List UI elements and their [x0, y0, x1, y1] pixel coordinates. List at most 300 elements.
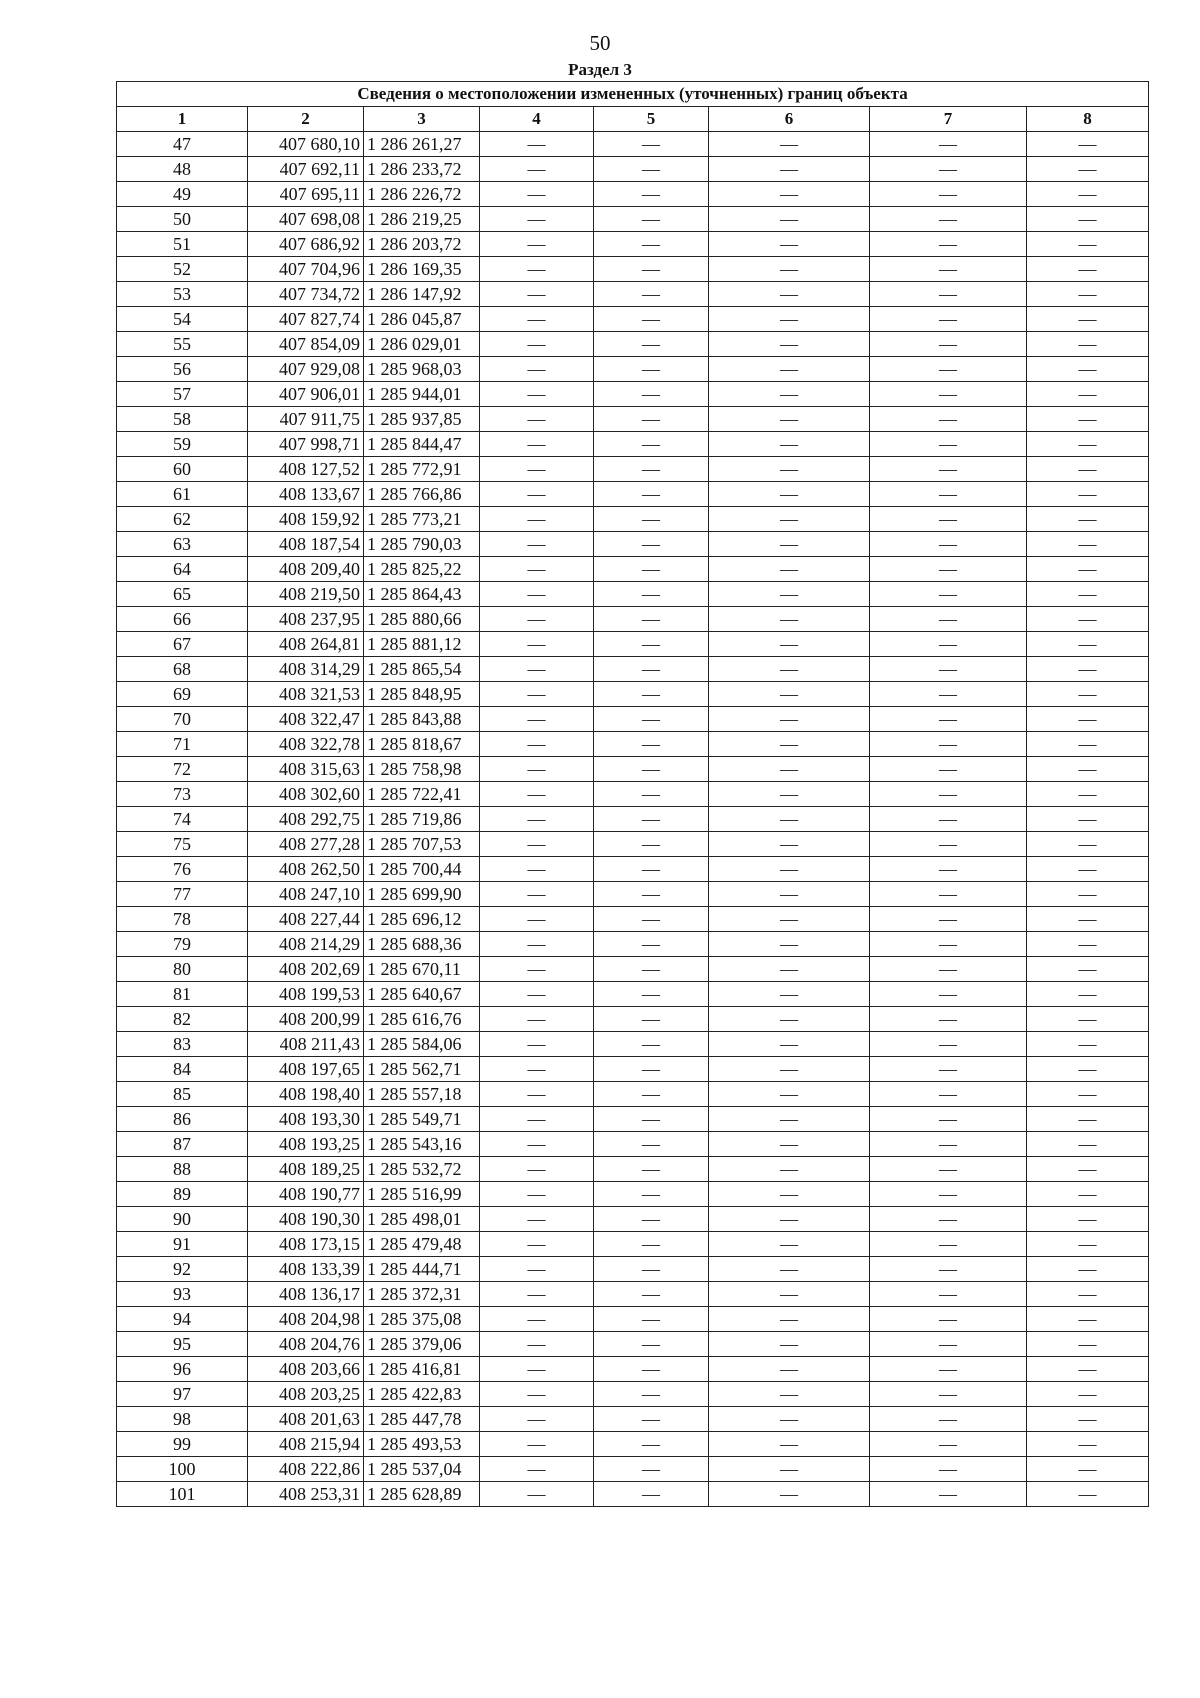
empty-dash-cell: —: [709, 1407, 870, 1432]
x-coordinate-cell: 408 133,39: [248, 1257, 364, 1282]
table-row: [117, 1057, 1149, 1082]
point-number-cell: 66: [117, 607, 248, 632]
table-row: [117, 1332, 1149, 1357]
table-row: [117, 607, 1149, 632]
y-coordinate-cell: 1 285 584,06: [364, 1032, 480, 1057]
empty-dash-cell: —: [594, 1082, 709, 1107]
empty-dash-cell: —: [1027, 282, 1149, 307]
x-coordinate-cell: 407 680,10: [248, 132, 364, 157]
x-coordinate-cell: 408 136,17: [248, 1282, 364, 1307]
point-number-cell: 92: [117, 1257, 248, 1282]
table-row: [117, 382, 1149, 407]
table-row: [117, 982, 1149, 1007]
y-coordinate-cell: 1 285 640,67: [364, 982, 480, 1007]
empty-dash-cell: —: [1027, 757, 1149, 782]
empty-dash-cell: —: [480, 1057, 594, 1082]
empty-dash-cell: —: [480, 1007, 594, 1032]
empty-dash-cell: —: [594, 1107, 709, 1132]
empty-dash-cell: —: [709, 607, 870, 632]
empty-dash-cell: —: [870, 732, 1027, 757]
empty-dash-cell: —: [594, 707, 709, 732]
empty-dash-cell: —: [1027, 207, 1149, 232]
point-number-cell: 83: [117, 1032, 248, 1057]
y-coordinate-cell: 1 285 843,88: [364, 707, 480, 732]
empty-dash-cell: —: [480, 132, 594, 157]
empty-dash-cell: —: [870, 532, 1027, 557]
table-row: [117, 632, 1149, 657]
x-coordinate-cell: 408 247,10: [248, 882, 364, 907]
y-coordinate-cell: 1 285 516,99: [364, 1182, 480, 1207]
empty-dash-cell: —: [709, 857, 870, 882]
point-number-cell: 81: [117, 982, 248, 1007]
point-number-cell: 53: [117, 282, 248, 307]
table-row: [117, 707, 1149, 732]
y-coordinate-cell: 1 285 543,16: [364, 1132, 480, 1157]
x-coordinate-cell: 408 201,63: [248, 1407, 364, 1432]
empty-dash-cell: —: [870, 132, 1027, 157]
empty-dash-cell: —: [870, 382, 1027, 407]
point-number-cell: 63: [117, 532, 248, 557]
y-coordinate-cell: 1 285 493,53: [364, 1432, 480, 1457]
y-coordinate-cell: 1 285 696,12: [364, 907, 480, 932]
empty-dash-cell: —: [480, 207, 594, 232]
y-coordinate-cell: 1 286 203,72: [364, 232, 480, 257]
empty-dash-cell: —: [594, 257, 709, 282]
empty-dash-cell: —: [709, 1257, 870, 1282]
x-coordinate-cell: 408 204,76: [248, 1332, 364, 1357]
empty-dash-cell: —: [594, 1207, 709, 1232]
empty-dash-cell: —: [1027, 1082, 1149, 1107]
point-number-cell: 69: [117, 682, 248, 707]
empty-dash-cell: —: [709, 782, 870, 807]
empty-dash-cell: —: [709, 207, 870, 232]
y-coordinate-cell: 1 285 865,54: [364, 657, 480, 682]
column-header: 3: [364, 107, 480, 132]
empty-dash-cell: —: [1027, 1007, 1149, 1032]
x-coordinate-cell: 408 292,75: [248, 807, 364, 832]
x-coordinate-cell: 408 198,40: [248, 1082, 364, 1107]
y-coordinate-cell: 1 285 825,22: [364, 557, 480, 582]
table-row: [117, 1357, 1149, 1382]
empty-dash-cell: —: [1027, 732, 1149, 757]
point-number-cell: 47: [117, 132, 248, 157]
empty-dash-cell: —: [1027, 1357, 1149, 1382]
empty-dash-cell: —: [709, 1007, 870, 1032]
empty-dash-cell: —: [709, 907, 870, 932]
x-coordinate-cell: 408 227,44: [248, 907, 364, 932]
x-coordinate-cell: 408 277,28: [248, 832, 364, 857]
point-number-cell: 89: [117, 1182, 248, 1207]
x-coordinate-cell: 408 214,29: [248, 932, 364, 957]
empty-dash-cell: —: [594, 1482, 709, 1507]
empty-dash-cell: —: [1027, 1407, 1149, 1432]
empty-dash-cell: —: [480, 1457, 594, 1482]
table-row: [117, 957, 1149, 982]
empty-dash-cell: —: [594, 482, 709, 507]
point-number-cell: 87: [117, 1132, 248, 1157]
empty-dash-cell: —: [709, 1032, 870, 1057]
empty-dash-cell: —: [480, 532, 594, 557]
point-number-cell: 57: [117, 382, 248, 407]
empty-dash-cell: —: [709, 507, 870, 532]
table-row: [117, 257, 1149, 282]
empty-dash-cell: —: [870, 807, 1027, 832]
x-coordinate-cell: 408 190,77: [248, 1182, 364, 1207]
point-number-cell: 49: [117, 182, 248, 207]
column-header: 4: [480, 107, 594, 132]
empty-dash-cell: —: [594, 582, 709, 607]
empty-dash-cell: —: [480, 932, 594, 957]
empty-dash-cell: —: [594, 732, 709, 757]
empty-dash-cell: —: [1027, 707, 1149, 732]
empty-dash-cell: —: [594, 957, 709, 982]
empty-dash-cell: —: [480, 757, 594, 782]
point-number-cell: 101: [117, 1482, 248, 1507]
table-row: [117, 357, 1149, 382]
empty-dash-cell: —: [870, 1207, 1027, 1232]
empty-dash-cell: —: [480, 582, 594, 607]
empty-dash-cell: —: [1027, 357, 1149, 382]
boundary-coordinates-table: [116, 81, 1149, 1507]
point-number-cell: 51: [117, 232, 248, 257]
empty-dash-cell: —: [870, 157, 1027, 182]
empty-dash-cell: —: [594, 1032, 709, 1057]
empty-dash-cell: —: [870, 1157, 1027, 1182]
point-number-cell: 64: [117, 557, 248, 582]
y-coordinate-cell: 1 286 226,72: [364, 182, 480, 207]
empty-dash-cell: —: [480, 1382, 594, 1407]
empty-dash-cell: —: [1027, 507, 1149, 532]
empty-dash-cell: —: [594, 457, 709, 482]
empty-dash-cell: —: [709, 1432, 870, 1457]
empty-dash-cell: —: [480, 1032, 594, 1057]
empty-dash-cell: —: [870, 432, 1027, 457]
empty-dash-cell: —: [870, 1007, 1027, 1032]
y-coordinate-cell: 1 285 881,12: [364, 632, 480, 657]
empty-dash-cell: —: [480, 282, 594, 307]
x-coordinate-cell: 408 204,98: [248, 1307, 364, 1332]
empty-dash-cell: —: [870, 307, 1027, 332]
point-number-cell: 67: [117, 632, 248, 657]
point-number-cell: 56: [117, 357, 248, 382]
y-coordinate-cell: 1 285 372,31: [364, 1282, 480, 1307]
y-coordinate-cell: 1 285 944,01: [364, 382, 480, 407]
table-row: [117, 1282, 1149, 1307]
x-coordinate-cell: 408 264,81: [248, 632, 364, 657]
table-row: [117, 1382, 1149, 1407]
x-coordinate-cell: 408 209,40: [248, 557, 364, 582]
empty-dash-cell: —: [870, 507, 1027, 532]
empty-dash-cell: —: [870, 1307, 1027, 1332]
table-row: [117, 1457, 1149, 1482]
empty-dash-cell: —: [480, 807, 594, 832]
x-coordinate-cell: 408 203,66: [248, 1357, 364, 1382]
empty-dash-cell: —: [594, 1257, 709, 1282]
empty-dash-cell: —: [709, 307, 870, 332]
empty-dash-cell: —: [594, 757, 709, 782]
point-number-cell: 88: [117, 1157, 248, 1182]
y-coordinate-cell: 1 285 379,06: [364, 1332, 480, 1357]
y-coordinate-cell: 1 286 147,92: [364, 282, 480, 307]
point-number-cell: 58: [117, 407, 248, 432]
x-coordinate-cell: 408 211,43: [248, 1032, 364, 1057]
point-number-cell: 70: [117, 707, 248, 732]
table-row: [117, 1182, 1149, 1207]
empty-dash-cell: —: [594, 282, 709, 307]
point-number-cell: 73: [117, 782, 248, 807]
empty-dash-cell: —: [594, 657, 709, 682]
point-number-cell: 65: [117, 582, 248, 607]
empty-dash-cell: —: [594, 1182, 709, 1207]
table-row: [117, 1007, 1149, 1032]
empty-dash-cell: —: [480, 607, 594, 632]
empty-dash-cell: —: [480, 707, 594, 732]
empty-dash-cell: —: [594, 1382, 709, 1407]
point-number-cell: 50: [117, 207, 248, 232]
table-row: [117, 907, 1149, 932]
empty-dash-cell: —: [709, 982, 870, 1007]
table-row: [117, 582, 1149, 607]
point-number-cell: 96: [117, 1357, 248, 1382]
table-row: [117, 157, 1149, 182]
x-coordinate-cell: 407 906,01: [248, 382, 364, 407]
x-coordinate-cell: 408 315,63: [248, 757, 364, 782]
empty-dash-cell: —: [1027, 157, 1149, 182]
y-coordinate-cell: 1 286 029,01: [364, 332, 480, 357]
empty-dash-cell: —: [870, 1332, 1027, 1357]
empty-dash-cell: —: [1027, 1157, 1149, 1182]
empty-dash-cell: —: [480, 907, 594, 932]
empty-dash-cell: —: [480, 182, 594, 207]
y-coordinate-cell: 1 285 772,91: [364, 457, 480, 482]
empty-dash-cell: —: [709, 1282, 870, 1307]
empty-dash-cell: —: [1027, 932, 1149, 957]
empty-dash-cell: —: [1027, 1482, 1149, 1507]
empty-dash-cell: —: [870, 407, 1027, 432]
empty-dash-cell: —: [1027, 1232, 1149, 1257]
column-header: 6: [709, 107, 870, 132]
empty-dash-cell: —: [709, 257, 870, 282]
table-row: [117, 857, 1149, 882]
empty-dash-cell: —: [709, 1107, 870, 1132]
point-number-cell: 100: [117, 1457, 248, 1482]
x-coordinate-cell: 407 686,92: [248, 232, 364, 257]
empty-dash-cell: —: [709, 382, 870, 407]
empty-dash-cell: —: [1027, 1207, 1149, 1232]
empty-dash-cell: —: [1027, 682, 1149, 707]
point-number-cell: 86: [117, 1107, 248, 1132]
x-coordinate-cell: 408 203,25: [248, 1382, 364, 1407]
x-coordinate-cell: 408 189,25: [248, 1157, 364, 1182]
x-coordinate-cell: 407 698,08: [248, 207, 364, 232]
table-row: [117, 657, 1149, 682]
column-header: 8: [1027, 107, 1149, 132]
empty-dash-cell: —: [709, 1057, 870, 1082]
page-number: 50: [589, 31, 611, 55]
empty-dash-cell: —: [1027, 1107, 1149, 1132]
x-coordinate-cell: 408 314,29: [248, 657, 364, 682]
empty-dash-cell: —: [480, 1282, 594, 1307]
empty-dash-cell: —: [1027, 607, 1149, 632]
y-coordinate-cell: 1 285 937,85: [364, 407, 480, 432]
table-row: [117, 1232, 1149, 1257]
empty-dash-cell: —: [594, 432, 709, 457]
empty-dash-cell: —: [870, 882, 1027, 907]
empty-dash-cell: —: [480, 332, 594, 357]
empty-dash-cell: —: [1027, 407, 1149, 432]
empty-dash-cell: —: [709, 807, 870, 832]
y-coordinate-cell: 1 285 758,98: [364, 757, 480, 782]
point-number-cell: 55: [117, 332, 248, 357]
empty-dash-cell: —: [480, 832, 594, 857]
column-header: 2: [248, 107, 364, 132]
empty-dash-cell: —: [594, 232, 709, 257]
table-row: [117, 1307, 1149, 1332]
empty-dash-cell: —: [870, 332, 1027, 357]
y-coordinate-cell: 1 286 219,25: [364, 207, 480, 232]
y-coordinate-cell: 1 285 707,53: [364, 832, 480, 857]
table-row: [117, 1157, 1149, 1182]
empty-dash-cell: —: [870, 782, 1027, 807]
y-coordinate-cell: 1 285 700,44: [364, 857, 480, 882]
empty-dash-cell: —: [870, 232, 1027, 257]
empty-dash-cell: —: [594, 1157, 709, 1182]
empty-dash-cell: —: [480, 657, 594, 682]
empty-dash-cell: —: [709, 457, 870, 482]
empty-dash-cell: —: [594, 1407, 709, 1432]
table-row: [117, 1432, 1149, 1457]
empty-dash-cell: —: [480, 357, 594, 382]
table-row: [117, 932, 1149, 957]
point-number-cell: 54: [117, 307, 248, 332]
empty-dash-cell: —: [594, 682, 709, 707]
empty-dash-cell: —: [594, 157, 709, 182]
empty-dash-cell: —: [480, 857, 594, 882]
empty-dash-cell: —: [709, 1157, 870, 1182]
column-header: 7: [870, 107, 1027, 132]
x-coordinate-cell: 407 827,74: [248, 307, 364, 332]
table-row: [117, 482, 1149, 507]
point-number-cell: 75: [117, 832, 248, 857]
point-number-cell: 90: [117, 1207, 248, 1232]
empty-dash-cell: —: [709, 232, 870, 257]
empty-dash-cell: —: [480, 682, 594, 707]
empty-dash-cell: —: [594, 632, 709, 657]
empty-dash-cell: —: [709, 282, 870, 307]
empty-dash-cell: —: [709, 682, 870, 707]
empty-dash-cell: —: [709, 707, 870, 732]
x-coordinate-cell: 408 193,30: [248, 1107, 364, 1132]
y-coordinate-cell: 1 285 416,81: [364, 1357, 480, 1382]
x-coordinate-cell: 407 704,96: [248, 257, 364, 282]
empty-dash-cell: —: [1027, 1382, 1149, 1407]
y-coordinate-cell: 1 285 444,71: [364, 1257, 480, 1282]
empty-dash-cell: —: [1027, 1307, 1149, 1332]
y-coordinate-cell: 1 285 968,03: [364, 357, 480, 382]
point-number-cell: 99: [117, 1432, 248, 1457]
empty-dash-cell: —: [709, 932, 870, 957]
empty-dash-cell: —: [594, 407, 709, 432]
empty-dash-cell: —: [1027, 807, 1149, 832]
empty-dash-cell: —: [870, 982, 1027, 1007]
empty-dash-cell: —: [870, 682, 1027, 707]
point-number-cell: 61: [117, 482, 248, 507]
x-coordinate-cell: 407 911,75: [248, 407, 364, 432]
empty-dash-cell: —: [1027, 1282, 1149, 1307]
empty-dash-cell: —: [709, 1207, 870, 1232]
table-row: [117, 182, 1149, 207]
point-number-cell: 91: [117, 1232, 248, 1257]
empty-dash-cell: —: [480, 1082, 594, 1107]
empty-dash-cell: —: [1027, 1132, 1149, 1157]
empty-dash-cell: —: [870, 582, 1027, 607]
point-number-cell: 76: [117, 857, 248, 882]
empty-dash-cell: —: [1027, 782, 1149, 807]
empty-dash-cell: —: [594, 532, 709, 557]
empty-dash-cell: —: [480, 232, 594, 257]
empty-dash-cell: —: [709, 182, 870, 207]
empty-dash-cell: —: [1027, 232, 1149, 257]
x-coordinate-cell: 408 199,53: [248, 982, 364, 1007]
empty-dash-cell: —: [480, 257, 594, 282]
table-row: [117, 457, 1149, 482]
table-row: [117, 507, 1149, 532]
empty-dash-cell: —: [870, 657, 1027, 682]
empty-dash-cell: —: [870, 957, 1027, 982]
table-row: [117, 757, 1149, 782]
y-coordinate-cell: 1 286 045,87: [364, 307, 480, 332]
y-coordinate-cell: 1 285 422,83: [364, 1382, 480, 1407]
x-coordinate-cell: 408 222,86: [248, 1457, 364, 1482]
empty-dash-cell: —: [594, 807, 709, 832]
table-row: [117, 732, 1149, 757]
empty-dash-cell: —: [709, 332, 870, 357]
x-coordinate-cell: 407 998,71: [248, 432, 364, 457]
table-row: [117, 282, 1149, 307]
x-coordinate-cell: 408 262,50: [248, 857, 364, 882]
empty-dash-cell: —: [1027, 132, 1149, 157]
empty-dash-cell: —: [1027, 482, 1149, 507]
empty-dash-cell: —: [480, 1332, 594, 1357]
table-row: [117, 532, 1149, 557]
empty-dash-cell: —: [1027, 307, 1149, 332]
empty-dash-cell: —: [594, 307, 709, 332]
empty-dash-cell: —: [1027, 182, 1149, 207]
empty-dash-cell: —: [594, 1432, 709, 1457]
empty-dash-cell: —: [709, 1182, 870, 1207]
empty-dash-cell: —: [594, 1332, 709, 1357]
empty-dash-cell: —: [1027, 257, 1149, 282]
y-coordinate-cell: 1 285 719,86: [364, 807, 480, 832]
empty-dash-cell: —: [709, 532, 870, 557]
point-number-cell: 79: [117, 932, 248, 957]
empty-dash-cell: —: [480, 1307, 594, 1332]
empty-dash-cell: —: [870, 1432, 1027, 1457]
table-row: [117, 207, 1149, 232]
y-coordinate-cell: 1 285 549,71: [364, 1107, 480, 1132]
empty-dash-cell: —: [594, 332, 709, 357]
empty-dash-cell: —: [1027, 632, 1149, 657]
y-coordinate-cell: 1 285 818,67: [364, 732, 480, 757]
x-coordinate-cell: 408 202,69: [248, 957, 364, 982]
y-coordinate-cell: 1 285 844,47: [364, 432, 480, 457]
empty-dash-cell: —: [480, 307, 594, 332]
y-coordinate-cell: 1 285 628,89: [364, 1482, 480, 1507]
empty-dash-cell: —: [594, 782, 709, 807]
empty-dash-cell: —: [480, 557, 594, 582]
empty-dash-cell: —: [1027, 532, 1149, 557]
empty-dash-cell: —: [870, 257, 1027, 282]
